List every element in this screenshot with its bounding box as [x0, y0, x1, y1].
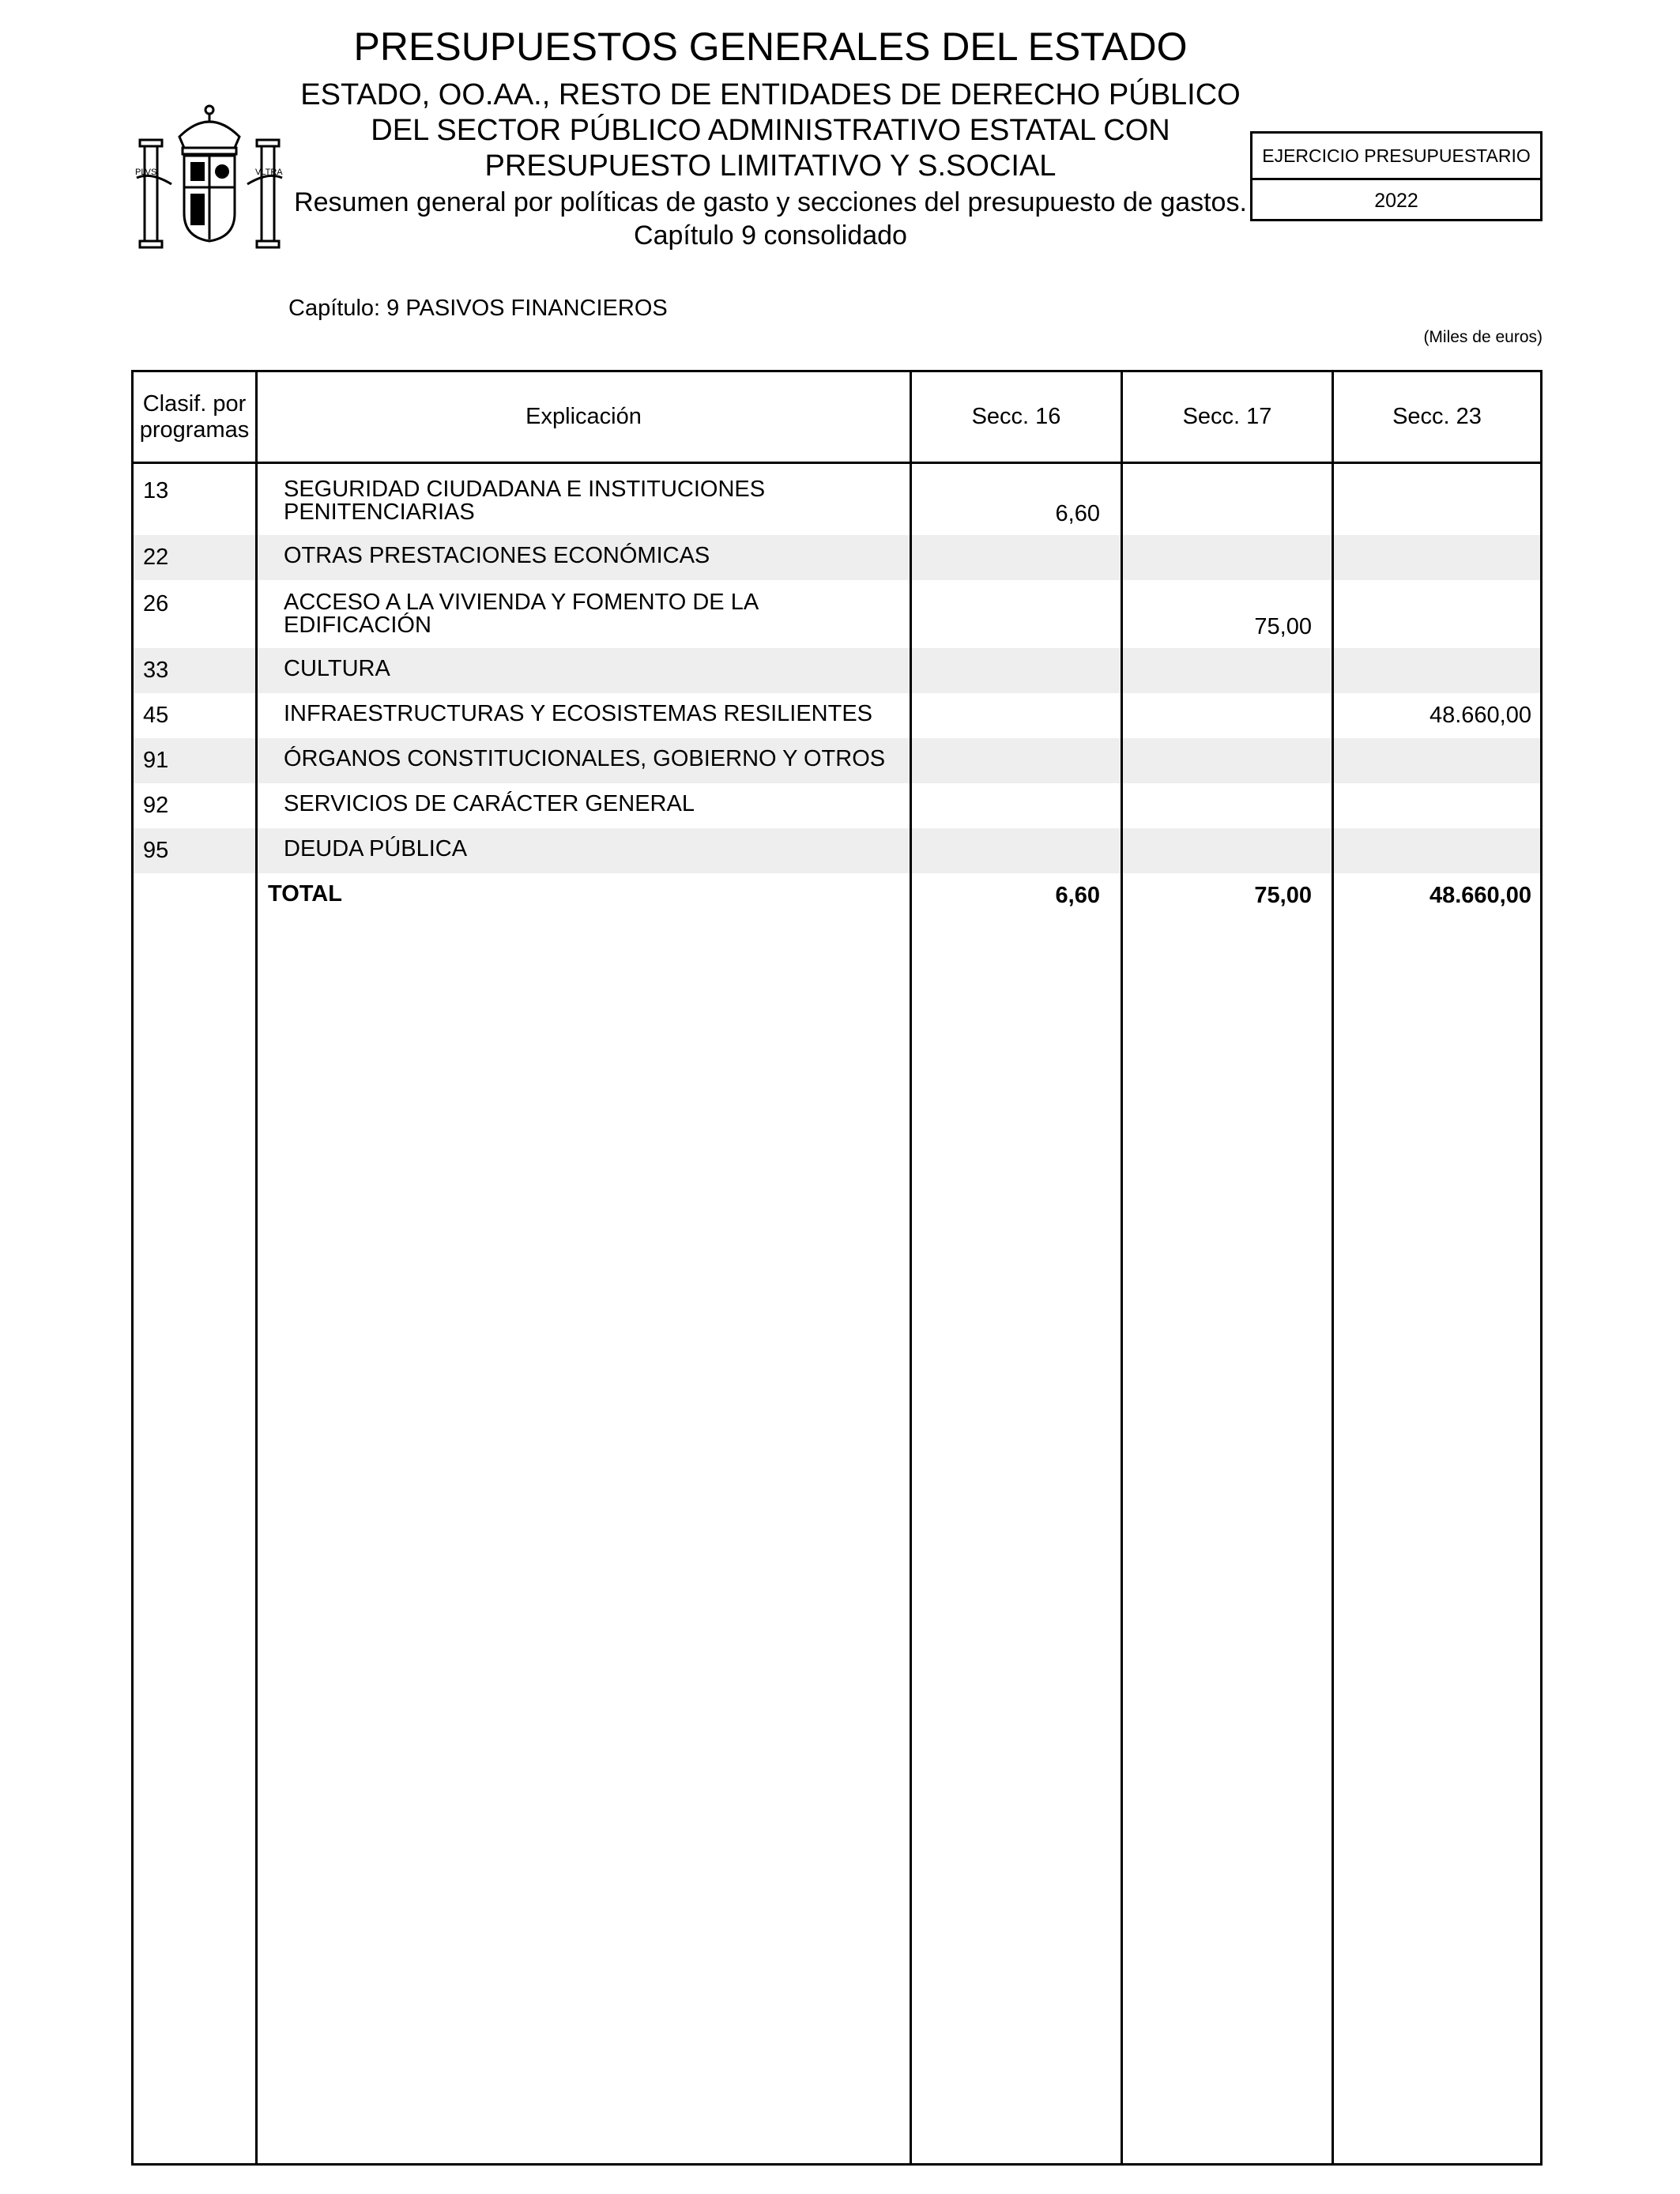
value-secc-16: 6,60: [1055, 501, 1100, 526]
table-row: [134, 828, 1540, 873]
column-divider: [910, 370, 912, 2166]
program-code: 92: [143, 793, 169, 818]
table-row: [134, 580, 1540, 648]
description-line: Capítulo 9 consolidado: [634, 221, 907, 251]
program-code: 26: [143, 591, 169, 616]
fiscal-year-label: EJERCICIO PRESUPUESTARIO: [1252, 134, 1540, 180]
program-label: INFRAESTRUCTURAS Y ECOSISTEMAS RESILIENTES: [284, 701, 873, 726]
crest-motto-left: PLVS: [135, 168, 157, 177]
column-divider: [1121, 370, 1123, 2166]
coat-of-arms-icon: [130, 99, 288, 257]
program-code: 91: [143, 748, 169, 773]
description-line: Resumen general por políticas de gasto y secciones del presupuesto de gastos.: [294, 187, 1247, 217]
table-row: [134, 648, 1540, 693]
subtitle-line: ESTADO, OO.AA., RESTO DE ENTIDADES DE DERECHO PÚBLICO: [300, 78, 1241, 111]
total-secc-23: 48.660,00: [1429, 883, 1531, 908]
program-label: CULTURA: [284, 656, 390, 681]
table-row: [134, 783, 1540, 828]
column-header-secc-17: Secc. 17: [1182, 404, 1272, 429]
subtitle-line: DEL SECTOR PÚBLICO ADMINISTRATIVO ESTATAL CON: [371, 114, 1170, 147]
value-secc-23: 48.660,00: [1429, 703, 1531, 728]
column-header-secc-16: Secc. 16: [971, 404, 1061, 429]
table-total-row: [134, 873, 1540, 918]
program-label: ÓRGANOS CONSTITUCIONALES, GOBIERNO Y OTROS: [284, 746, 886, 771]
program-label: SEGURIDAD CIUDADANA E INSTITUCIONES PENITENCIARIAS: [284, 477, 766, 525]
fiscal-year-box: [1250, 131, 1543, 221]
column-header-explicacion: Explicación: [525, 404, 642, 429]
column-divider: [1332, 370, 1334, 2166]
table-row: [134, 693, 1540, 738]
column-header-clasif: Clasif. por programas: [139, 390, 250, 443]
program-label: DEUDA PÚBLICA: [284, 836, 468, 861]
crest-motto-right: VLTRA: [255, 168, 283, 177]
unit-label: (Miles de euros): [1423, 328, 1543, 346]
program-label: ACCESO A LA VIVIENDA Y FOMENTO DE LA EDIFICACIÓN: [284, 590, 758, 638]
page-title: PRESUPUESTOS GENERALES DEL ESTADO: [353, 25, 1188, 69]
fiscal-year-value: 2022: [1374, 190, 1418, 212]
value-secc-17: 75,00: [1254, 614, 1312, 639]
table-row: [134, 535, 1540, 580]
total-secc-16: 6,60: [1055, 883, 1100, 908]
program-code: 33: [143, 658, 169, 683]
total-label: TOTAL: [268, 881, 342, 907]
table-row: [134, 738, 1540, 783]
program-code: 22: [143, 545, 169, 570]
program-label: OTRAS PRESTACIONES ECONÓMICAS: [284, 543, 710, 568]
column-header-secc-23: Secc. 23: [1392, 404, 1482, 429]
chapter-label: Capítulo: 9 PASIVOS FINANCIEROS: [288, 296, 668, 321]
program-code: 45: [143, 703, 169, 728]
program-label: SERVICIOS DE CARÁCTER GENERAL: [284, 791, 695, 816]
column-divider: [255, 370, 258, 2166]
subtitle-line: PRESUPUESTO LIMITATIVO Y S.SOCIAL: [484, 149, 1057, 183]
total-secc-17: 75,00: [1254, 883, 1312, 908]
program-code: 13: [143, 478, 169, 503]
program-code: 95: [143, 838, 169, 863]
table-row: [134, 477, 1540, 535]
